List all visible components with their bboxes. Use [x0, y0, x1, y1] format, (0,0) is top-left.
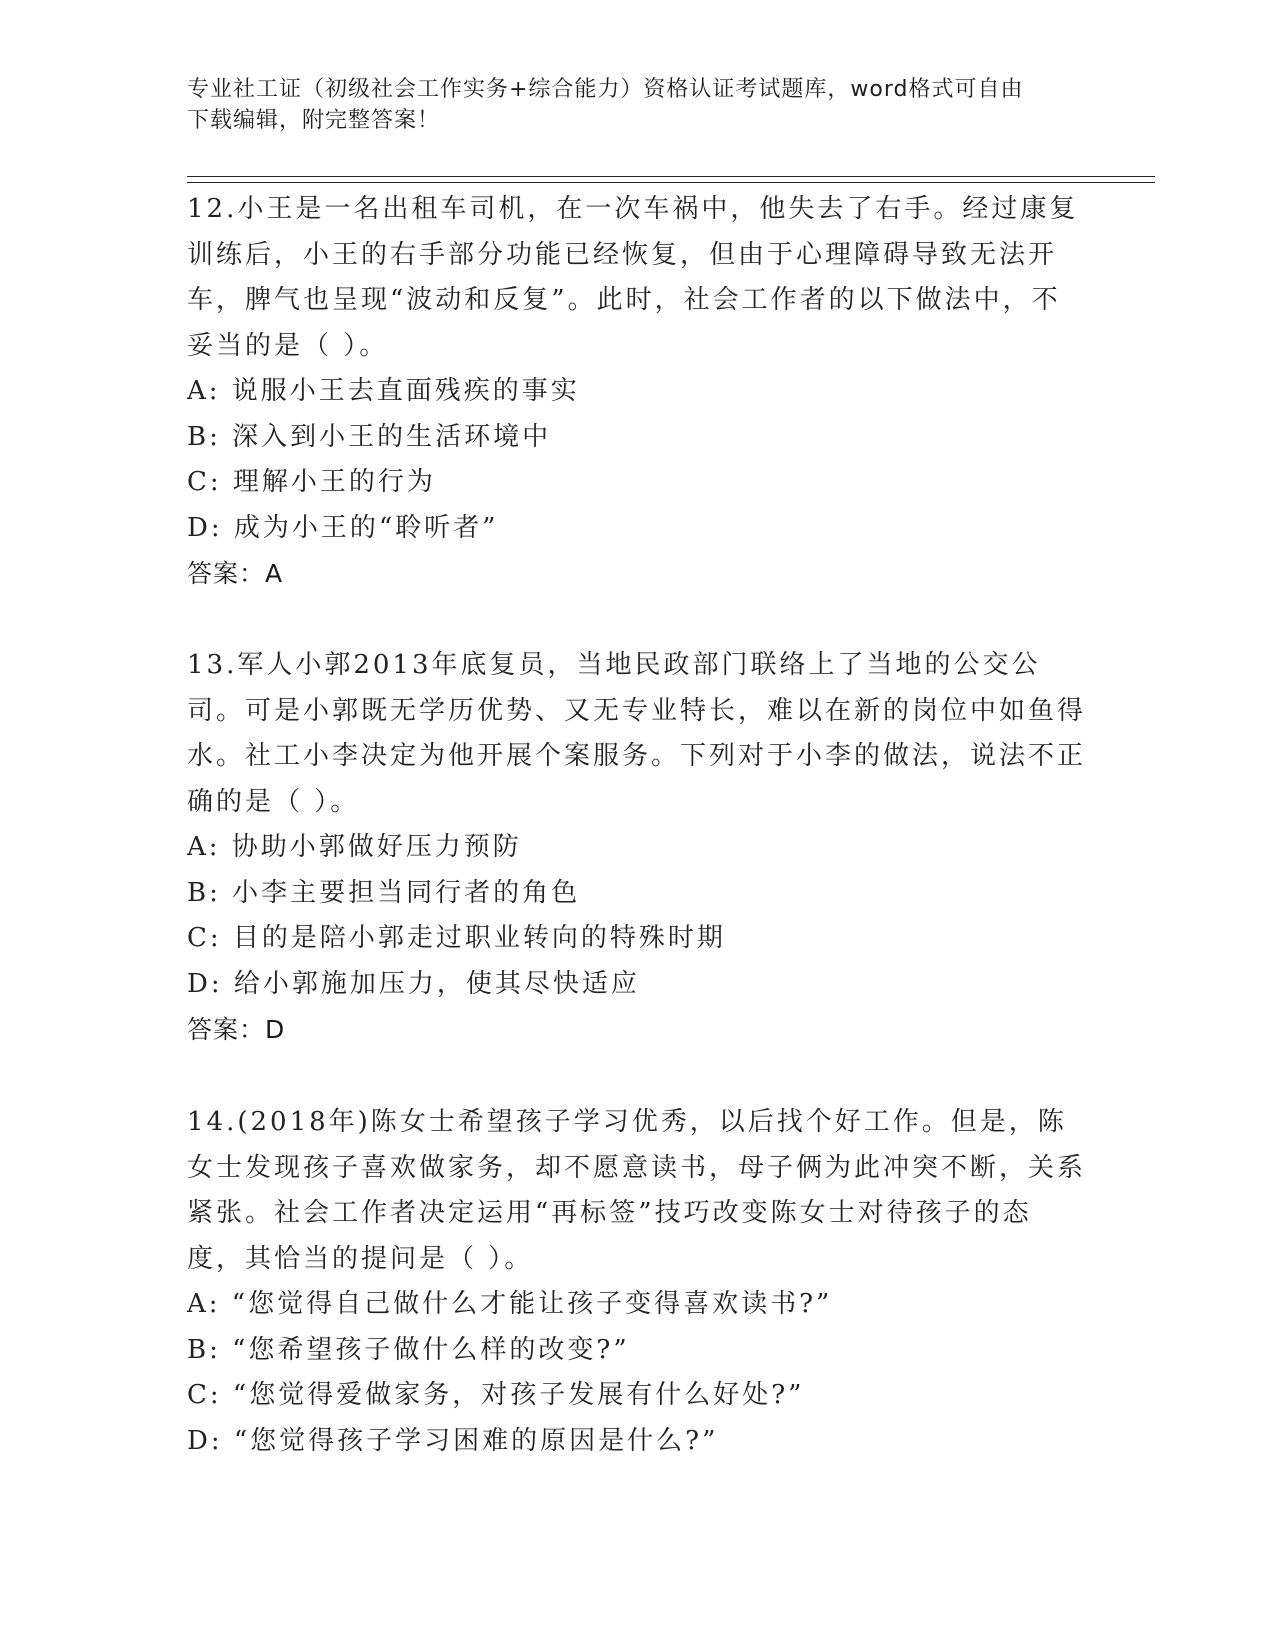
option-d: D: 成为小王的“聆听者”	[187, 512, 499, 543]
document-header	[187, 74, 1087, 136]
header-line-2: 下载编辑，附完整答案！	[187, 108, 441, 133]
question-14	[187, 1100, 1087, 1464]
question-stem: 14.(2018年)陈女士希望孩子学习优秀，以后找个好工作。但是，陈女士发现孩子喜欢做家务，却不愿意读书，母子俩为此冲突不断，关系紧张。社会工作者决定运用“再标签”技巧改变陈女士对待孩子的态度，其恰当的提问是（ ）。	[187, 1107, 1087, 1274]
answer-line: 答案：D	[187, 1015, 286, 1044]
option-d: D: “您觉得孩子学习困难的原因是什么?”	[187, 1425, 719, 1456]
question-stem: 12.小王是一名出租车司机，在一次车祸中，他失去了右手。经过康复训练后，小王的右手部分功能已经恢复，但由于心理障碍导致无法开车，脾气也呈现“波动和反复”。此时，社会工作者的以下做法中，不妥当的是（ ）。	[187, 194, 1079, 361]
question-stem: 13.军人小郭2013年底复员，当地民政部门联络上了当地的公交公司。可是小郭既无学历优势、又无专业特长，难以在新的岗位中如鱼得水。社工小李决定为他开展个案服务。下列对于小李的做法，说法不正确的是（ ）。	[187, 650, 1087, 817]
option-b: B: “您希望孩子做什么样的改变?”	[187, 1334, 630, 1365]
answer-line: 答案：A	[187, 559, 284, 588]
header-divider-top	[187, 176, 1155, 177]
option-a: A: 协助小郭做好压力预防	[187, 832, 522, 862]
question-13	[187, 643, 1087, 1053]
question-12	[187, 187, 1087, 597]
option-c: C: “您觉得爱做家务，对孩子发展有什么好处?”	[187, 1380, 805, 1410]
header-line-1: 专业社工证（初级社会工作实务+综合能力）资格认证考试题库，word格式可自由	[187, 77, 1024, 102]
option-b: B: 小李主要担当同行者的角色	[187, 877, 581, 908]
option-c: C: 目的是陪小郭走过职业转向的特殊时期	[187, 923, 726, 953]
option-d: D: 给小郭施加压力，使其尽快适应	[187, 968, 640, 999]
option-c: C: 理解小王的行为	[187, 467, 436, 497]
header-divider-bottom	[187, 182, 1155, 183]
option-a: A: “您觉得自己做什么才能让孩子变得喜欢读书?”	[187, 1289, 833, 1319]
option-b: B: 深入到小王的生活环境中	[187, 421, 552, 452]
option-a: A: 说服小王去直面残疾的事实	[187, 376, 580, 406]
